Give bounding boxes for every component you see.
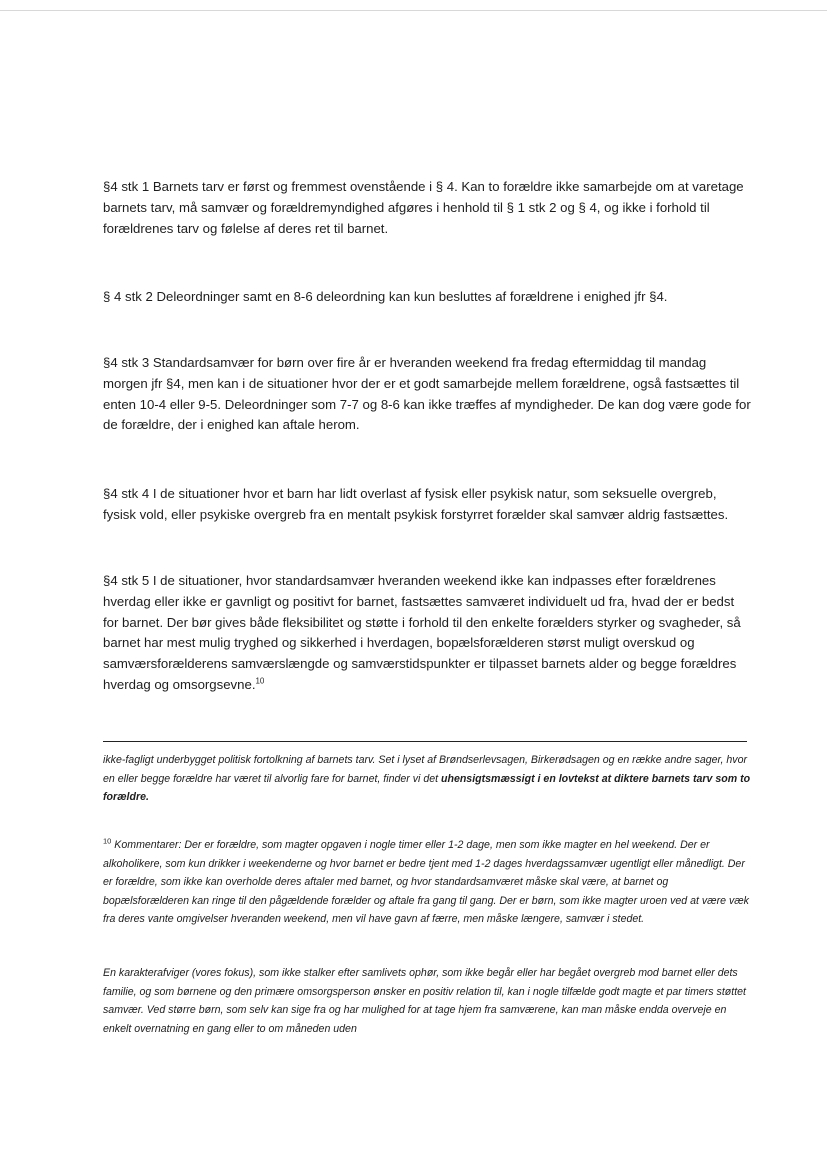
paragraph-stk3: §4 stk 3 Standardsamvær for børn over fire år er hveranden weekend fra fredag eftermiddag til mandag morgen jfr §4, men kan i de situationer hvor der er et godt samarbejde mellem forældrene, også fastsættes til enten 10-4 eller 9-5. Deleordninger som 7-7 og 8-6 kan ikke træffes af myndigheder. De kan dog være gode for de forældre, der i enighed kan aftale herom. [103,355,751,433]
paragraph-stk5: §4 stk 5 I de situationer, hvor standardsamvær hveranden weekend ikke kan indpasses efter forældrenes hverdag eller ikke er gavnligt og positivt for barnet, fastsættes samværet individuelt ud fra, hvad der er bedst for barnet. Der bør gives både fleksibilitet og støtte i forhold til den enkelte forælders styrker og svagheder, så barnet har mest mulig tryghed og sikkerhed i hverdagen, bopælsforælderen størst muligt overskud og samværsforælderens samværslængde og samværstidspunkter er tilpasset barnets alder og begge forældres hverdag og omsorgsevne.$^{10}$ [103,573,741,692]
paragraph-stk2: § 4 stk 2 Deleordninger samt en 8-6 deleordning kan kun besluttes af forældrene i enighed jfr §4. [103,289,668,304]
footnote-continuation: ikke-fagligt underbygget politisk fortolkning af barnets tarv. Set i lyset af Brøndserlevsagen, Birkerødsagen og en række andre sager, hvor en eller begge forældre har været til alvorlig fare for barnet, finder vi det uhensigtsmæssigt i en lovtekst at diktere barnets tarv som to forældre. [103,754,751,804]
footnote-10-continued: En karakterafviger (vores fokus), som ikke stalker efter samlivets ophør, som ikke begår eller har begået overgreb mod barnet eller dets familie, og som børnene og den primære omsorgsperson ønsker en positiv relation til, kan i nogle tilfælde godt magte et par timers støttet samvær. Ved større børn, som selv kan sige fra og har mulighed for at tage hjem fra samværene, kan man måske endda overveje en enkelt overnatning en gang eller to om måneden uden [103,967,746,1035]
footnote-number-10: 10 [103,836,112,846]
paragraph-stk1: §4 stk 1 Barnets tarv er først og fremmest ovenstående i § 4. Kan to forældre ikke samarbejde om at varetage barnets tarv, må samvær og forældremyndighed afgøres i henhold til § 1 stk 2 og § 4, og ikke i forhold til forældrenes tarv og følelse af deres ret til barnet. [103,179,744,236]
footnote-separator [103,741,747,742]
scan-top-edge [0,10,827,11]
paragraph-stk4: §4 stk 4 I de situationer hvor et barn har lidt overlast af fysisk eller psykisk natur, som seksuelle overgreb, fysisk vold, eller psykiske overgreb fra en mentalt psykisk forstyrret forælder skal samvær aldrig fastsættes. [103,486,729,522]
footnote-10: $^{10}$ Kommentarer: Der er forældre, som magter opgaven i nogle timer eller 1-2 dage, men som ikke magter en hel weekend. Der er alkoholikere, som kun drikker i weekenderne og hvor barnet er bedre tjent med 1-2 dages hverdagssamvær ugentligt eller månedligt. Der er forældre, som ikke kan overholde deres aftaler med barnet, og hvor standardsamværet måske skal være, at barnet og bopælsforælderen kan ringe til den pågældende forælder og aftale fra gang til gang. Der er børn, som ikke magter uroen ved at være væk fra deres vante omgivelser hveranden weekend, men vil have gavn af færre, men måske længere, samvær i stedet. [103,836,749,926]
footnote-ref-10: 10 [255,676,265,686]
